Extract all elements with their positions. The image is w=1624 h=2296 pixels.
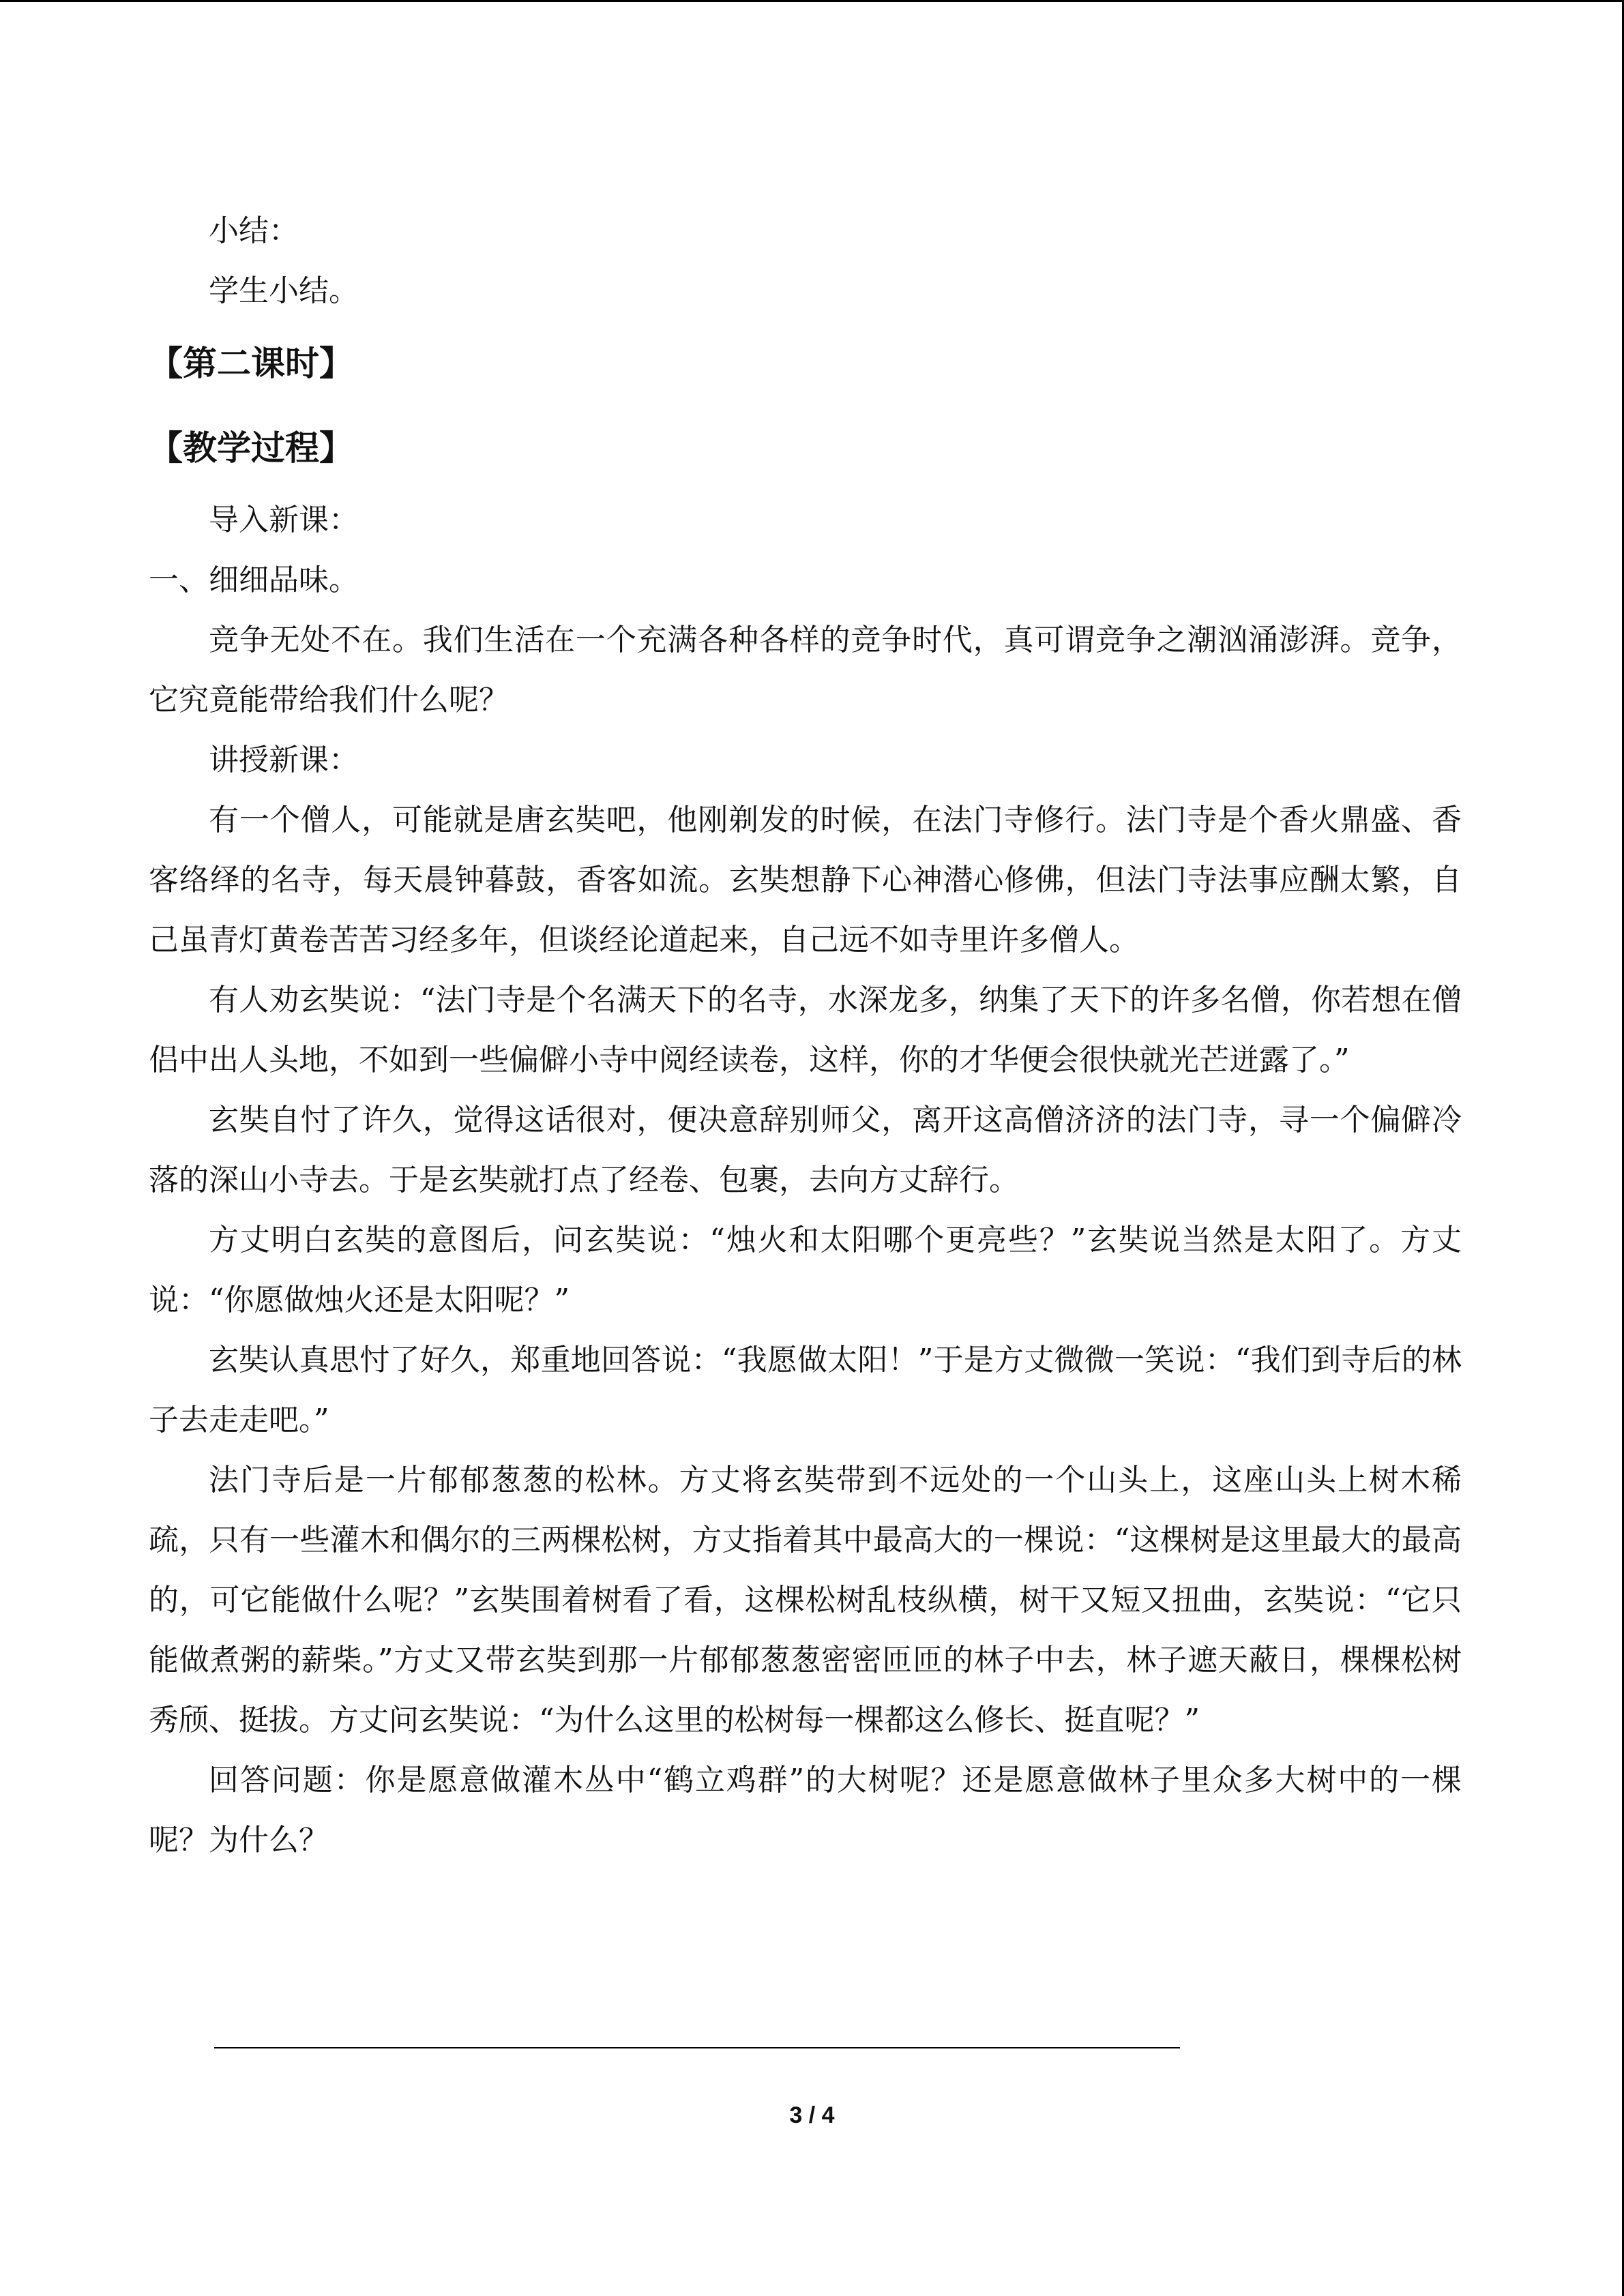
section-heading: 【教学过程】 xyxy=(149,428,353,468)
paragraph: 一、细细品味。 xyxy=(149,563,359,597)
document-body xyxy=(149,201,1462,1870)
paragraph: 有人劝玄奘说：“法门寺是个名满天下的名寺，水深龙多，纳集了天下的许多名僧，你若想在僧侣中出人头地，不如到一些偏僻小寺中阅经读卷，这样，你的才华便会很快就光芒迸露了。” xyxy=(149,983,1462,1077)
page-number: 3 / 4 xyxy=(789,2102,835,2128)
section-heading: 【第二课时】 xyxy=(149,344,353,383)
paragraph: 回答问题：你是愿意做灌木丛中“鹤立鸡群”的大树呢？还是愿意做林子里众多大树中的一棵呢？为什么？ xyxy=(149,1763,1462,1858)
paragraph: 有一个僧人，可能就是唐玄奘吧，他刚剃发的时候，在法门寺修行。法门寺是个香火鼎盛、香客络绎的名寺，每天晨钟暮鼓，香客如流。玄奘想静下心神潜心修佛，但法门寺法事应酬太繁，自己虽青灯黄卷苦苦习经多年，但谈经论道起来，自己远不如寺里许多僧人。 xyxy=(149,803,1462,957)
paragraph: 导入新课： xyxy=(209,503,359,537)
paragraph: 讲授新课： xyxy=(209,743,359,777)
paragraph: 小结： xyxy=(209,213,299,248)
page-top-border xyxy=(0,0,1624,2)
paragraph: 玄奘认真思忖了好久，郑重地回答说：“我愿做太阳！”于是方丈微微一笑说：“我们到寺后的林子去走走吧。” xyxy=(149,1343,1462,1437)
paragraph: 学生小结。 xyxy=(209,273,359,308)
paragraph: 竞争无处不在。我们生活在一个充满各种各样的竞争时代，真可谓竞争之潮汹涌澎湃。竞争，它究竟能带给我们什么呢？ xyxy=(149,623,1462,717)
paragraph: 法门寺后是一片郁郁葱葱的松林。方丈将玄奘带到不远处的一个山头上，这座山头上树木稀疏，只有一些灌木和偶尔的三两棵松树，方丈指着其中最高大的一棵说：“这棵树是这里最大的最高的，可它能做什么呢？”玄奘围着树看了看，这棵松树乱枝纵横，树干又短又扭曲，玄奘说：“它只能做煮粥的薪柴。”方丈又带玄奘到那一片郁郁葱葱密密匝匝的林子中去，林子遮天蔽日，棵棵松树秀颀、挺拔。方丈问玄奘说：“为什么这里的松树每一棵都这么修长、挺直呢？” xyxy=(149,1463,1462,1738)
footnote-separator xyxy=(214,2047,1180,2048)
paragraph: 方丈明白玄奘的意图后，问玄奘说：“烛火和太阳哪个更亮些？”玄奘说当然是太阳了。方丈说：“你愿做烛火还是太阳呢？” xyxy=(149,1223,1462,1317)
paragraph: 玄奘自忖了许久，觉得这话很对，便决意辞别师父，离开这高僧济济的法门寺，寻一个偏僻冷落的深山小寺去。于是玄奘就打点了经卷、包裹，去向方丈辞行。 xyxy=(149,1103,1462,1197)
